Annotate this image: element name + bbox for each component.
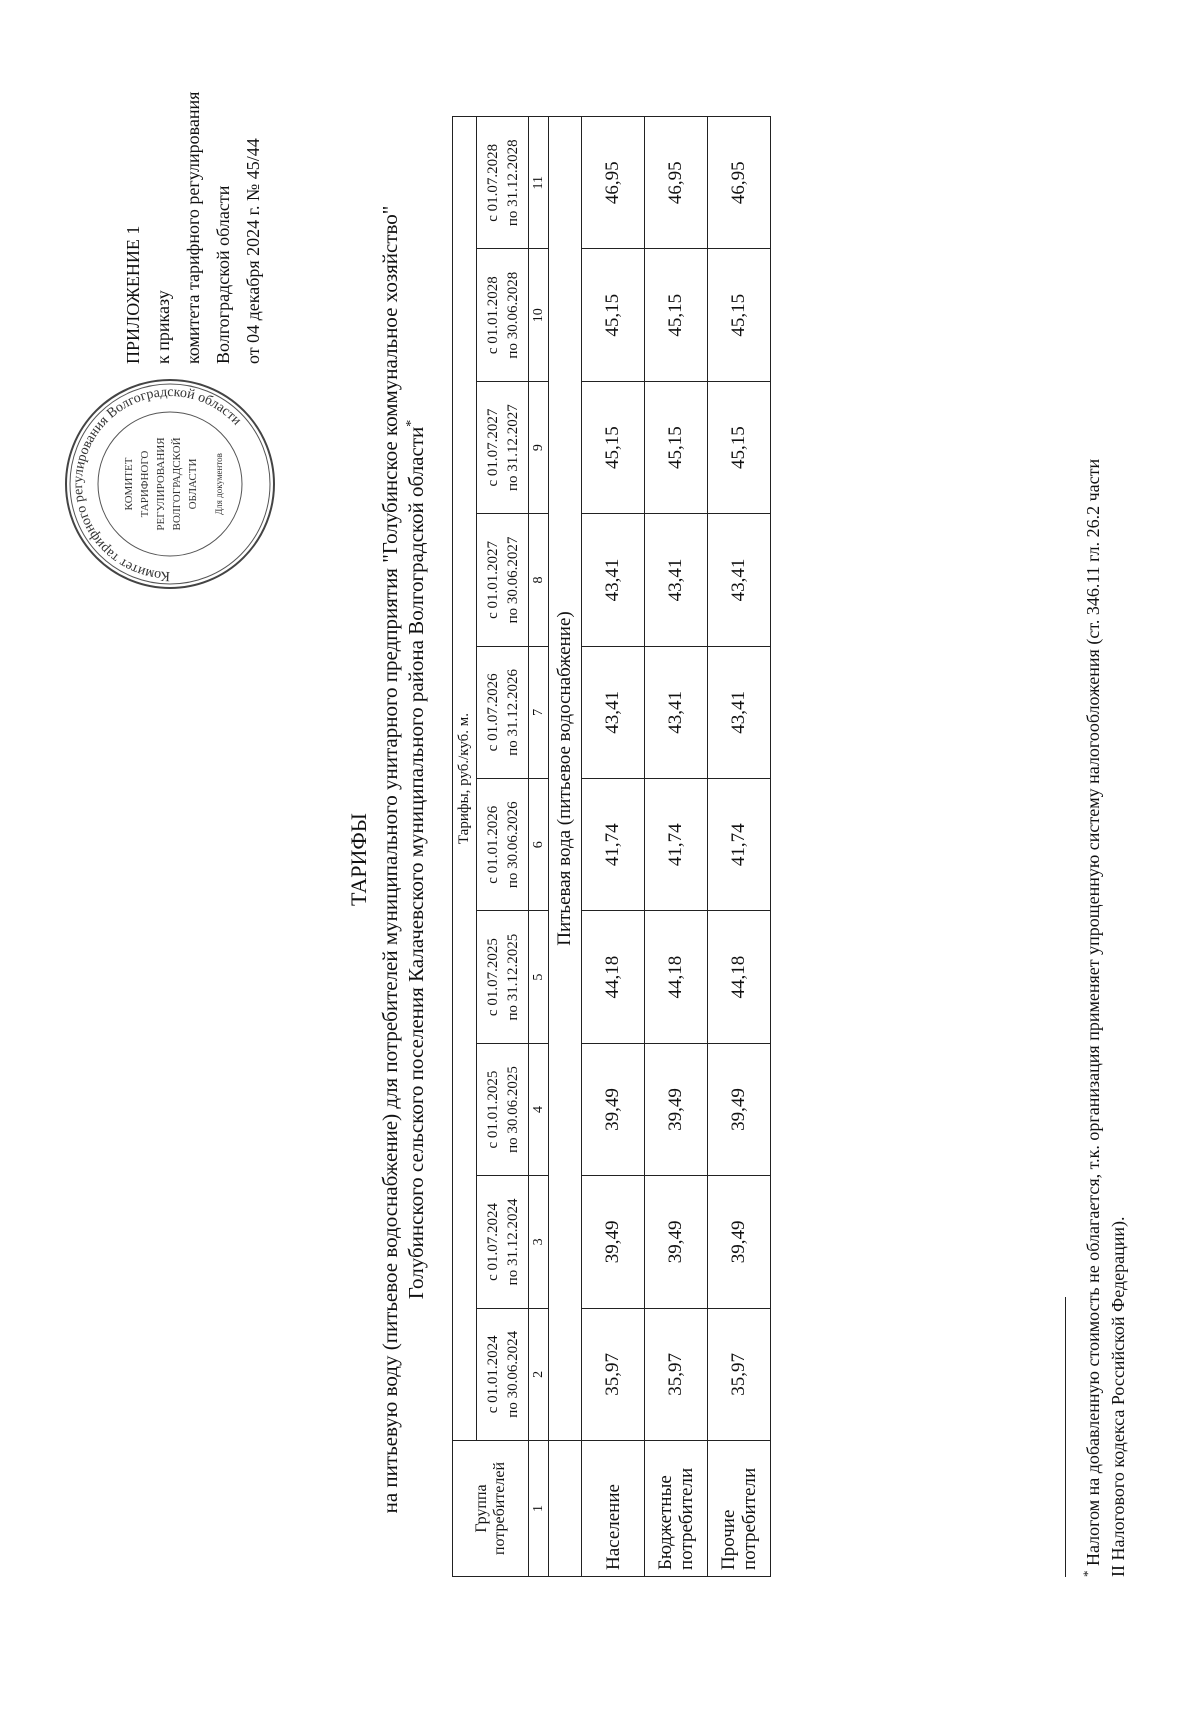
period-from: с 01.07.2027 bbox=[484, 408, 501, 487]
period-from: с 01.01.2025 bbox=[484, 1070, 501, 1149]
tariff-value: 43,41 bbox=[708, 646, 771, 778]
period-header bbox=[477, 1308, 529, 1440]
tariff-value: 39,49 bbox=[708, 1043, 771, 1175]
footnote bbox=[1075, 97, 1131, 1577]
section-row bbox=[549, 117, 582, 1577]
appendix-block bbox=[118, 0, 268, 364]
stamp-bottom-text: Для документов bbox=[214, 453, 224, 515]
group-header: Группа потребителей bbox=[453, 1441, 529, 1577]
period-header bbox=[477, 249, 529, 381]
tariff-value: 35,97 bbox=[645, 1308, 708, 1440]
tariff-value: 39,49 bbox=[582, 1176, 645, 1308]
subtitle-text: Голубинского сельского поселения Калачевского муниципального района Волгоградской области bbox=[404, 426, 428, 1300]
column-number: 10 bbox=[529, 249, 549, 381]
footnote-divider bbox=[1065, 1297, 1066, 1577]
column-number: 3 bbox=[529, 1176, 549, 1308]
appendix-line: к приказу bbox=[153, 290, 173, 364]
tariff-value: 43,41 bbox=[582, 514, 645, 646]
stamp-ring-text: Комитет тарифного регулирования Волгоградской области bbox=[70, 384, 244, 584]
consumer-group-label: потребители bbox=[676, 1467, 697, 1570]
period-header bbox=[477, 779, 529, 911]
period-to: по 31.12.2026 bbox=[504, 668, 521, 756]
tariff-value: 46,95 bbox=[582, 117, 645, 249]
period-from: с 01.01.2024 bbox=[484, 1335, 501, 1414]
period-from: с 01.07.2026 bbox=[484, 673, 501, 752]
column-number: 6 bbox=[529, 779, 549, 911]
stamp-center-line: КОМИТЕТ bbox=[123, 457, 135, 511]
tariff-value: 43,41 bbox=[645, 514, 708, 646]
tariff-value: 46,95 bbox=[645, 117, 708, 249]
column-number: 5 bbox=[529, 911, 549, 1043]
consumer-group-label: потребители bbox=[739, 1467, 760, 1570]
period-from: с 01.07.2024 bbox=[484, 1202, 501, 1281]
tariff-value: 45,15 bbox=[708, 249, 771, 381]
period-header bbox=[477, 381, 529, 513]
tariff-value: 43,41 bbox=[582, 646, 645, 778]
period-to: по 31.12.2028 bbox=[504, 139, 521, 227]
stamp-center-line: ОБЛАСТИ bbox=[187, 458, 199, 510]
period-from: с 01.01.2027 bbox=[484, 541, 501, 619]
tariff-value: 39,49 bbox=[645, 1176, 708, 1308]
period-header bbox=[477, 514, 529, 646]
footnote-mark: * bbox=[1080, 1570, 1095, 1577]
appendix-date: от 04 декабря 2024 г. № 45/44 bbox=[243, 138, 263, 364]
period-from: с 01.07.2025 bbox=[484, 938, 501, 1017]
official-stamp bbox=[60, 374, 280, 594]
footnote-line: II Налогового кодекса Российской Федерации). bbox=[1108, 1216, 1128, 1577]
period-from: с 01.01.2026 bbox=[484, 805, 501, 884]
stamp-center-line: РЕГУЛИРОВАНИЯ bbox=[155, 437, 167, 531]
period-header bbox=[477, 911, 529, 1043]
period-to: по 30.06.2024 bbox=[504, 1330, 521, 1418]
footnote-line: * Налогом на добавленную стоимость не облагается, т.к. организация применяет упрощенную систему налогообложения (ст. 346.11 гл. 26.2 части bbox=[1080, 458, 1103, 1577]
tariff-value: 44,18 bbox=[645, 911, 708, 1043]
period-to: по 31.12.2025 bbox=[504, 933, 521, 1021]
consumer-group-cell bbox=[645, 1441, 708, 1577]
column-number: 4 bbox=[529, 1043, 549, 1175]
section-title: Питьевая вода (питьевое водоснабжение) bbox=[549, 117, 582, 1441]
period-to: по 30.06.2026 bbox=[504, 801, 521, 889]
tariff-value: 44,18 bbox=[708, 911, 771, 1043]
period-to: по 30.06.2027 bbox=[504, 536, 521, 624]
period-to: по 30.06.2028 bbox=[504, 271, 521, 359]
table-row bbox=[645, 117, 708, 1577]
appendix-line: комитета тарифного регулирования bbox=[183, 91, 203, 364]
footnote-mark: * bbox=[404, 419, 419, 427]
period-header bbox=[477, 1043, 529, 1175]
tariffs-header: Тарифы, руб./куб. м. bbox=[453, 117, 477, 1441]
tariff-value: 41,74 bbox=[708, 779, 771, 911]
period-header bbox=[477, 646, 529, 778]
column-number: 11 bbox=[529, 117, 549, 249]
column-number: 7 bbox=[529, 646, 549, 778]
tariff-value: 39,49 bbox=[645, 1043, 708, 1175]
consumer-group-cell bbox=[582, 1441, 645, 1577]
section-blank-cell bbox=[549, 1441, 582, 1577]
consumer-group-cell bbox=[708, 1441, 771, 1577]
table-row bbox=[582, 117, 645, 1577]
tariff-value: 41,74 bbox=[582, 779, 645, 911]
tariff-table bbox=[452, 116, 771, 1577]
stamp-center-line: ВОЛГОГРАДСКОЙ bbox=[171, 437, 183, 531]
tariff-value: 45,15 bbox=[582, 381, 645, 513]
period-to: по 31.12.2024 bbox=[504, 1198, 521, 1286]
consumer-group-label: Бюджетные bbox=[655, 1475, 676, 1570]
tariff-value: 35,97 bbox=[708, 1308, 771, 1440]
tariff-value: 46,95 bbox=[708, 117, 771, 249]
column-number: 2 bbox=[529, 1308, 549, 1440]
consumer-group-label: Население bbox=[602, 1484, 624, 1570]
tariff-value: 45,15 bbox=[645, 381, 708, 513]
period-from: с 01.07.2028 bbox=[484, 143, 501, 222]
tariff-value: 44,18 bbox=[582, 911, 645, 1043]
table-row bbox=[708, 117, 771, 1577]
document-subtitle bbox=[404, 0, 429, 1719]
tariff-value: 41,74 bbox=[645, 779, 708, 911]
column-number: 9 bbox=[529, 381, 549, 513]
period-header bbox=[477, 117, 529, 249]
period-to: по 30.06.2025 bbox=[504, 1066, 521, 1153]
period-to: по 31.12.2027 bbox=[504, 404, 521, 491]
tariff-value: 39,49 bbox=[582, 1043, 645, 1175]
column-number: 1 bbox=[529, 1441, 549, 1577]
column-number-row bbox=[529, 117, 549, 1577]
tariff-value: 45,15 bbox=[708, 381, 771, 513]
tariff-value: 39,49 bbox=[708, 1176, 771, 1308]
stamp-seal-icon bbox=[60, 374, 280, 594]
column-number: 8 bbox=[529, 514, 549, 646]
appendix-title: ПРИЛОЖЕНИЕ 1 bbox=[123, 225, 143, 364]
period-header-row bbox=[477, 117, 529, 1577]
tariff-value: 35,97 bbox=[582, 1308, 645, 1440]
tariff-value: 45,15 bbox=[582, 249, 645, 381]
period-header bbox=[477, 1176, 529, 1308]
period-from: с 01.01.2028 bbox=[484, 276, 501, 355]
stamp-center-line: ТАРИФНОГО bbox=[139, 450, 151, 518]
tariff-value: 45,15 bbox=[645, 249, 708, 381]
document-subtitle: на питьевую воду (питьевое водоснабжение) для потребителей муниципального унитарного предприятия "Голубинское коммунальное хозяйство" bbox=[378, 205, 402, 1514]
consumer-group-label: Прочие bbox=[718, 1509, 739, 1570]
tariff-value: 43,41 bbox=[645, 646, 708, 778]
tariff-value: 43,41 bbox=[708, 514, 771, 646]
appendix-line: Волгоградской области bbox=[213, 185, 233, 364]
document-title: ТАРИФЫ bbox=[346, 813, 371, 906]
